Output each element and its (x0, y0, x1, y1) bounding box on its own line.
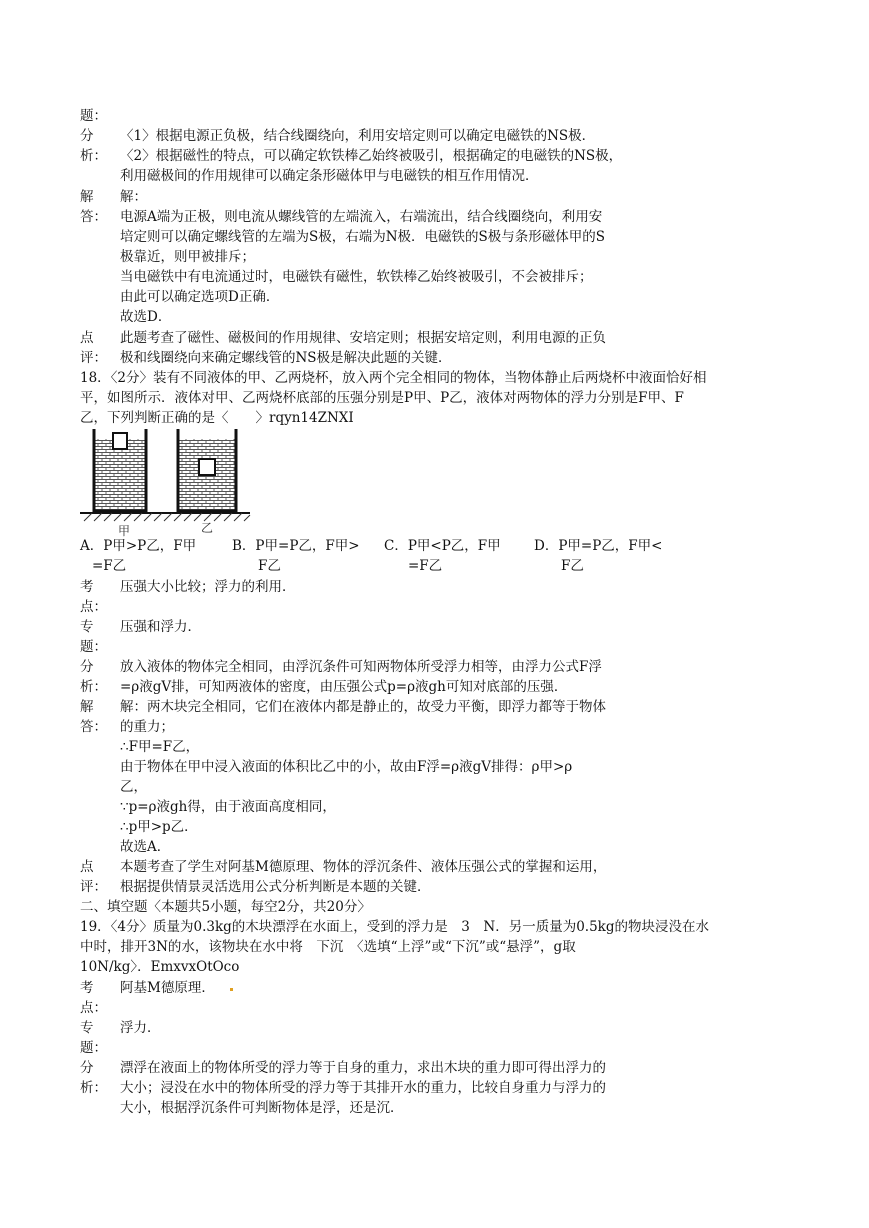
analysis-line: 大小，根据浮沉条件可判断物体是浮，还是沉． (120, 1100, 404, 1116)
answer-line: 培定则可以确定螺线管的左端为S极，右端为N极．电磁铁的S极与条形磁体甲的S (120, 229, 606, 245)
answer-line: 极靠近，则甲被排斥； (120, 249, 255, 265)
answer-line: 解：两木块完全相同，它们在液体内都是静止的，故受力平衡，即浮力都等于物体 (120, 699, 606, 715)
option-c-cont: =F乙 (408, 558, 443, 574)
stray-mark (230, 988, 233, 991)
analysis-line: =ρ液gV排，可知两液体的密度，由压强公式p=ρ液gh可知对底部的压强． (120, 679, 568, 695)
analysis-line: 漂浮在液面上的物体所受的浮力等于自身的重力，求出木块的重力即可得出浮力的 (120, 1060, 606, 1076)
question-stem: 10N/kg〉．EmxvxOtOco (80, 959, 240, 975)
beakers-figure (80, 425, 252, 535)
label-ping: 评： (80, 879, 107, 895)
knowledge-point: 压强大小比较；浮力的利用． (120, 579, 296, 595)
analysis-line: 利用磁极间的作用规律可以确定条形磁体甲与电磁铁的相互作用情况． (120, 168, 539, 184)
answer-line: 故选A． (120, 839, 171, 855)
analysis-line: 放入液体的物体完全相同，由浮沉条件可知两物体所受浮力相等，由浮力公式F浮 (120, 659, 602, 675)
label-ti: 题： (80, 639, 107, 655)
answer-line: 乙， (120, 779, 147, 795)
label-dian: 点 (80, 330, 94, 346)
option-d-cont: F乙 (561, 558, 584, 574)
label-jie: 解 (80, 189, 94, 205)
analysis-line: 大小；浸没在水中的物体所受的浮力等于其排开水的重力，比较自身重力与浮力的 (120, 1080, 606, 1096)
topic: 压强和浮力． (120, 619, 201, 635)
label-da: 答： (80, 719, 107, 735)
label-fen: 分 (80, 1060, 94, 1076)
answer-line: ∵p=ρ液gh得，由于液面高度相同， (120, 799, 336, 815)
answer-line: 由此可以确定选项D正确． (120, 289, 280, 305)
label-xi: 析： (80, 148, 107, 164)
label-ti: 题： (80, 108, 107, 124)
option-a-cont: =F乙 (92, 558, 127, 574)
label-zhuan: 专 (80, 619, 94, 635)
label-zhuan: 专 (80, 1020, 94, 1036)
option-d: D．P甲=P乙，F甲< (534, 538, 663, 554)
answer-line: 当电磁铁中有电流通过时，电磁铁有磁性，软铁棒乙始终被吸引，不会被排斥； (120, 269, 593, 285)
label-dian: 点： (80, 1000, 107, 1016)
label-xi: 析： (80, 679, 107, 695)
block-in-jia (113, 433, 127, 449)
figure-label-yi: 乙 (201, 521, 214, 535)
ground-hatch (84, 513, 250, 521)
label-kao: 考 (80, 579, 94, 595)
label-dian: 点： (80, 599, 107, 615)
comment-line: 极和线圈绕向来确定螺线管的NS极是解决此题的关键． (120, 350, 452, 366)
question-stem: 19．〈4分〉质量为0.3kg的木块漂浮在水面上，受到的浮力是 3 N．另一质量为0.5kg的物块浸没在水 (80, 919, 710, 935)
analysis-line: 〈2〉根据磁性的特点，可以确定软铁棒乙始终被吸引，根据确定的电磁铁的NS极， (120, 148, 623, 164)
option-c: C．P甲<P乙，F甲 (384, 538, 501, 554)
label-ping: 评： (80, 350, 107, 366)
question-stem: 18．〈2分〉装有不同液体的甲、乙两烧杯，放入两个完全相同的物体，当物体静止后两烧杯中液面恰好相 (80, 370, 707, 386)
beaker-jia (94, 429, 146, 511)
label-fen: 分 (80, 128, 94, 144)
label-dian: 点 (80, 859, 94, 875)
answer-line: 故选D． (120, 309, 172, 325)
option-b-cont: F乙 (258, 558, 281, 574)
knowledge-point: 阿基M德原理． (120, 980, 215, 996)
comment-line: 此题考查了磁性、磁极间的作用规律、安培定则；根据安培定则，利用电源的正负 (120, 330, 606, 346)
question-stem: 乙，下列判断正确的是〈 〉rqyn14ZNXI (80, 410, 354, 426)
answer-line: 电源A端为正极，则电流从螺线管的左端流入，右端流出，结合线圈绕向，利用安 (120, 209, 603, 225)
answer-line: ∴F甲=F乙， (120, 739, 200, 755)
comment-line: 本题考查了学生对阿基M德原理、物体的浮沉条件、液体压强公式的掌握和运用， (120, 859, 607, 875)
answer-line: 由于物体在甲中浸入液面的体积比乙中的小，故由F浮=ρ液gV排得：ρ甲>ρ (120, 759, 573, 775)
label-da: 答： (80, 209, 107, 225)
topic: 浮力． (120, 1020, 161, 1036)
label-ti: 题： (80, 1040, 107, 1056)
question-stem: 中时，排开3N的水，该物块在水中将 下沉 〈选填“上浮”或“下沉”或“悬浮”，g取 (80, 939, 576, 955)
label-xi: 析： (80, 1080, 107, 1096)
answer-line: ∴p甲>p乙． (120, 819, 198, 835)
question-stem: 平，如图所示．液体对甲、乙两烧杯底部的压强分别是P甲、P乙，液体对两物体的浮力分别是F甲、F (80, 390, 684, 406)
option-a: A．P甲>P乙，F甲 (80, 538, 197, 554)
figure-label-jia: 甲 (118, 524, 131, 538)
section-heading: 二、填空题〈本题共5小题，每空2分，共20分〉 (80, 899, 371, 915)
comment-line: 根据提供情景灵活选用公式分析判断是本题的关键． (120, 879, 431, 895)
label-fen: 分 (80, 659, 94, 675)
answer-line: 的重力； (120, 719, 174, 735)
beaker-yi (178, 429, 236, 511)
label-kao: 考 (80, 980, 94, 996)
block-in-yi (199, 459, 215, 475)
answer-line: 解： (120, 189, 147, 205)
analysis-line: 〈1〉根据电源正负极，结合线圈绕向，利用安培定则可以确定电磁铁的NS极． (120, 128, 596, 144)
label-jie: 解 (80, 699, 94, 715)
option-b: B．P甲=P乙，F甲> (232, 538, 360, 554)
